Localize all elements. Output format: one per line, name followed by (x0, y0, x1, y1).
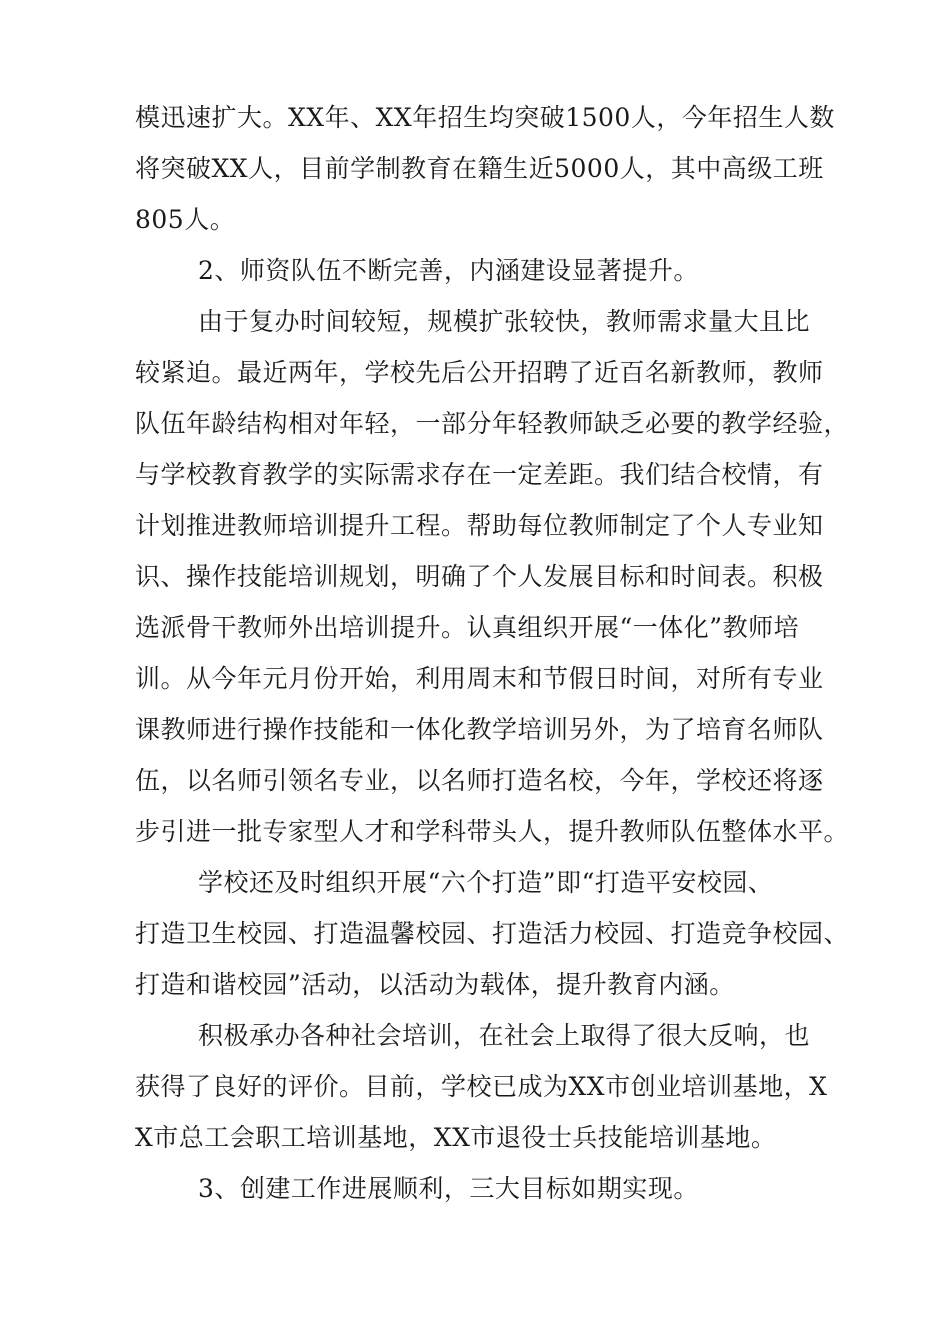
paragraph-line: 积极承办各种社会培训，在社会上取得了很大反响，也 (198, 1021, 811, 1050)
paragraph-line: 由于复办时间较短，规模扩张较快，教师需求量大且比 (198, 307, 811, 336)
paragraph-line: 训。从今年元月份开始，利用周末和节假日时间，对所有专业 (135, 664, 824, 693)
paragraph-line: 获得了良好的评价。目前，学校已成为XX市创业培训基地，X (135, 1072, 828, 1101)
paragraph-line: 步引进一批专家型人才和学科带头人，提升教师队伍整体水平。 (135, 817, 850, 846)
paragraph-line: 识、操作技能培训规划，明确了个人发展目标和时间表。积极 (135, 562, 824, 591)
section-heading: 3、创建工作进展顺利，三大目标如期实现。 (198, 1174, 699, 1203)
paragraph-line: 805人。 (135, 205, 236, 234)
paragraph-line: 较紧迫。最近两年，学校先后公开招聘了近百名新教师，教师 (135, 358, 824, 387)
paragraph-line: 模迅速扩大。XX年、XX年招生均突破1500人，今年招生人数 (135, 103, 835, 132)
section-heading: 2、师资队伍不断完善，内涵建设显著提升。 (198, 256, 699, 285)
paragraph-line: 课教师进行操作技能和一体化教学培训另外，为了培育名师队 (135, 715, 824, 744)
paragraph-line: 将突破XX人，目前学制教育在籍生近5000人，其中高级工班 (135, 154, 824, 183)
paragraph-line: 伍，以名师引领名专业，以名师打造名校，今年，学校还将逐 (135, 766, 824, 795)
paragraph-line: 与学校教育教学的实际需求存在一定差距。我们结合校情，有 (135, 460, 824, 489)
paragraph-line: 选派骨干教师外出培训提升。认真组织开展“一体化”教师培 (135, 613, 800, 642)
paragraph-line: 打造卫生校园、打造温馨校园、打造活力校园、打造竞争校园、 (135, 919, 850, 948)
paragraph-line: 打造和谐校园”活动，以活动为载体，提升教育内涵。 (135, 970, 735, 999)
paragraph-line: 学校还及时组织开展“六个打造”即“打造平安校园、 (198, 868, 774, 897)
paragraph-line: 队伍年龄结构相对年轻，一部分年轻教师缺乏必要的教学经验， (135, 409, 850, 438)
paragraph-line: 计划推进教师培训提升工程。帮助每位教师制定了个人专业知 (135, 511, 824, 540)
paragraph-line: X市总工会职工培训基地，XX市退役士兵技能培训基地。 (135, 1123, 777, 1152)
